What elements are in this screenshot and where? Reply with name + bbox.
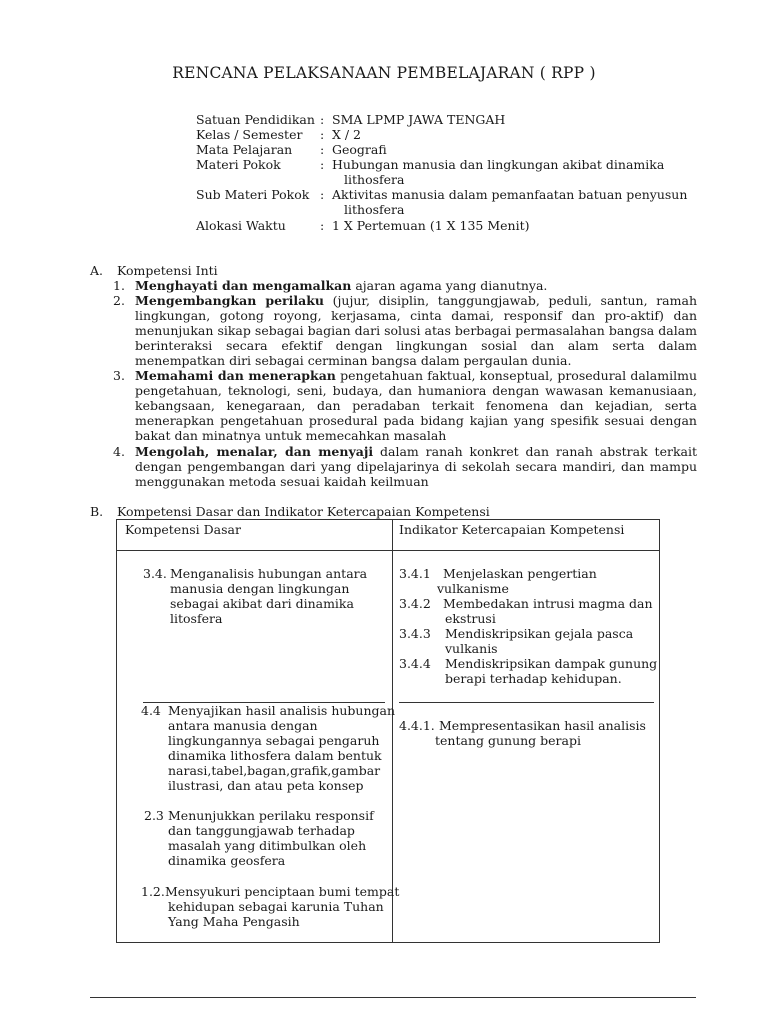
kd-text-line: Menganalisis hubungan antara (170, 566, 368, 581)
ikk-number: 3.4.1 (399, 566, 431, 581)
identity-value-cont: lithosfera (344, 202, 405, 217)
ikk-number: 3.4.3 (399, 626, 431, 641)
identity-label: Kelas / Semester (196, 127, 303, 142)
ikk-text-line: tentang gunung berapi (435, 733, 581, 748)
identity-label: Alokasi Waktu (196, 218, 286, 233)
table-column-divider (392, 520, 393, 942)
list-item-text: pengetahuan faktual, konseptual, prosedural dalamilmu pengetahuan, teknologi, seni, budaya, dan humaniora dengan wawasan kemanusiaan, kebangsaan, kenegaraan, dan peradaban terkait fenomena dan kejadian, serta menerapkan pengetahuan prosedural pada bidang kajian yang spesifik sesuai dengan bakat dan minatnya untuk memecahkan masalah (135, 368, 698, 443)
list-item-number: 2. (113, 293, 125, 308)
list-item-number: 1. (113, 278, 125, 293)
table-header-ikk: Indikator Ketercapaian Kompetensi (399, 522, 625, 537)
table-header-kd: Kompetensi Dasar (125, 522, 241, 537)
section-a-letter: A. (90, 263, 104, 278)
ikk-number: 3.4.2 (399, 596, 431, 611)
ikk-text-line: vulkanisme (437, 581, 509, 596)
ikk-text-line: Menjelaskan pengertian (443, 566, 597, 581)
identity-label: Sub Materi Pokok (196, 187, 310, 202)
identity-colon: : (320, 127, 325, 142)
list-item-text: (jujur, disiplin, tanggungjawab, peduli, santun, ramah lingkungan, gotong royong, kerjasama, cinta damai, responsif dan pro-aktif) dan menunjukan sikap sebagai bagian dari solusi atas berbagai permasalahan bangsa dalam berinteraksi secara efektif dengan lingkungan sosial dan alam serta dalam menempatkan diri sebagai cerminan bangsa dalam pergaulan dunia. (135, 293, 697, 368)
kd-text-line: sebagai akibat dari dinamika (170, 596, 354, 611)
kd-ikk-table (116, 519, 660, 943)
kd-text-line: lingkungannya sebagai pengaruh (168, 733, 380, 748)
list-item-bold: Mengolah, menalar, dan menyaji (135, 444, 374, 459)
ikk-number: 3.4.4 (399, 656, 431, 671)
identity-colon: : (320, 157, 325, 172)
identity-value: Geografi (332, 142, 387, 157)
kd-number: 1.2. (141, 884, 165, 899)
section-a-heading: Kompetensi Inti (117, 263, 218, 278)
kd-text-line: dan tanggungjawab terhadap (168, 823, 355, 838)
identity-value-cont: lithosfera (344, 172, 405, 187)
kd-text-line: Yang Maha Pengasih (168, 914, 300, 929)
section-b-letter: B. (90, 504, 104, 519)
kd-number: 2.3 (144, 808, 164, 823)
identity-label: Materi Pokok (196, 157, 281, 172)
kd-text-line: Menyajikan hasil analisis hubungan (168, 703, 396, 718)
ikk-text-line: ekstrusi (445, 611, 496, 626)
kd-text-line: masalah yang ditimbulkan oleh (168, 838, 367, 853)
ikk-text-line: Mendiskripsikan gejala pasca (445, 626, 634, 641)
kd-text-line: antara manusia dengan (168, 718, 318, 733)
list-item-number: 3. (113, 368, 125, 383)
identity-value: Hubungan manusia dan lingkungan akibat dinamika (332, 157, 665, 172)
ikk-number: 4.4.1. (399, 718, 435, 733)
list-item-number: 4. (113, 444, 125, 459)
kd-text-line: kehidupan sebagai karunia Tuhan (168, 899, 384, 914)
identity-colon: : (320, 187, 325, 202)
list-item-bold: Menghayati dan mengamalkan (135, 278, 352, 293)
kd-text-line: ilustrasi, dan atau peta konsep (168, 778, 364, 793)
identity-value: SMA LPMP JAWA TENGAH (332, 112, 506, 127)
kd-number: 3.4. (143, 566, 167, 581)
ikk-text-line: Mendiskripsikan dampak gunung (445, 656, 658, 671)
section-b-heading: Kompetensi Dasar dan Indikator Ketercapaian Kompetensi (117, 504, 490, 519)
identity-value: 1 X Pertemuan (1 X 135 Menit) (332, 218, 530, 233)
identity-value: X / 2 (332, 127, 362, 142)
list-item-bold: Memahami dan menerapkan (135, 368, 336, 383)
list-item-text: dalam ranah konkret dan ranah abstrak terkait dengan pengembangan dari yang dipelajarinya di sekolah secara mandiri, dan mampu menggunakan metoda sesuai kaidah keilmuan (135, 444, 697, 489)
kd-text-line: Mensyukuri penciptaan bumi tempat (165, 884, 400, 899)
kd-text-line: manusia dengan lingkungan (170, 581, 350, 596)
identity-colon: : (320, 218, 325, 233)
kd-text-line: litosfera (170, 611, 223, 626)
list-item-bold: Mengembangkan perilaku (135, 293, 324, 308)
kd-text-line: narasi,tabel,bagan,grafik,gambar (168, 763, 381, 778)
identity-value: Aktivitas manusia dalam pemanfaatan batuan penyusun (332, 187, 688, 202)
ikk-text-line: Membedakan intrusi magma dan (443, 596, 653, 611)
kd-text-line: dinamika lithosfera dalam bentuk (168, 748, 382, 763)
identity-colon: : (320, 142, 325, 157)
table-header-divider (117, 550, 659, 551)
identity-label: Mata Pelajaran (196, 142, 293, 157)
document-title: RENCANA PELAKSANAAN PEMBELAJARAN ( RPP ) (172, 64, 596, 82)
kd-text-line: Menunjukkan perilaku responsif (168, 808, 374, 823)
ikk-text-line: vulkanis (445, 641, 498, 656)
ikk-separator (399, 702, 654, 703)
page-footer-rule (90, 997, 696, 998)
identity-colon: : (320, 112, 325, 127)
kd-text-line: dinamika geosfera (168, 853, 286, 868)
kd-number: 4.4 (141, 703, 161, 718)
list-item-text: ajaran agama yang dianutnya. (351, 278, 548, 293)
identity-label: Satuan Pendidikan (196, 112, 315, 127)
ikk-text-line: berapi terhadap kehidupan. (445, 671, 622, 686)
ikk-text-line: Mempresentasikan hasil analisis (439, 718, 646, 733)
